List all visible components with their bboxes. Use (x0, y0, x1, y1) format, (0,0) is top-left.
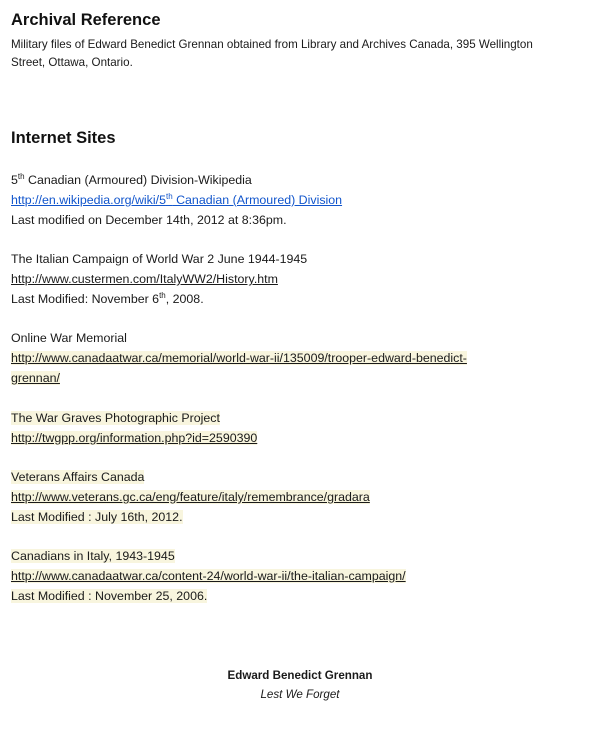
internet-entry-veterans-affairs (11, 467, 370, 527)
entry-link[interactable]: http://en.wikipedia.org/wiki/5th Canadian (Armoured) Division (11, 191, 343, 207)
internet-entry-wikipedia (11, 170, 342, 230)
entry-link[interactable]: http://twgpp.org/information.php?id=2590390 (11, 431, 258, 445)
entry-modified: Last Modified : November 25, 2006. (11, 589, 208, 603)
entry-title: Online War Memorial (11, 331, 127, 345)
archival-reference-heading: Archival Reference (11, 11, 161, 29)
internet-entry-war-graves (11, 408, 257, 448)
footer-name: Edward Benedict Grennan (227, 669, 373, 682)
entry-link-continued[interactable]: grennan/ (11, 371, 60, 385)
internet-sites-heading: Internet Sites (11, 129, 116, 147)
footer-motto: Lest We Forget (260, 688, 340, 701)
entry-title: The War Graves Photographic Project (11, 411, 220, 425)
archival-text-line-2: Street, Ottawa, Ontario. (11, 56, 133, 69)
internet-entry-canadians-in-italy (11, 546, 406, 606)
entry-modified: Last Modified: November 6th, 2008. (11, 290, 204, 306)
internet-entry-online-war-memorial (11, 328, 467, 388)
entry-link[interactable]: http://www.veterans.gc.ca/eng/feature/italy/remembrance/gradara (11, 490, 370, 504)
entry-modified: Last Modified : July 16th, 2012. (11, 510, 183, 524)
memorial-footer (11, 666, 589, 704)
archival-reference-text (11, 36, 571, 72)
archival-text-line-1: Military files of Edward Benedict Grennan obtained from Library and Archives Canada, 395 Wellington (11, 38, 533, 51)
entry-title: The Italian Campaign of World War 2 June 1944-1945 (11, 252, 308, 266)
entry-title: 5th Canadian (Armoured) Division-Wikipedia (11, 171, 252, 187)
entry-title: Veterans Affairs Canada (11, 470, 145, 484)
entry-modified: Last modified on December 14th, 2012 at 8:36pm. (11, 213, 287, 227)
entry-link[interactable]: http://www.canadaatwar.ca/content-24/world-war-ii/the-italian-campaign/ (11, 569, 406, 583)
internet-entry-custermen (11, 249, 307, 309)
entry-link[interactable]: http://www.canadaatwar.ca/memorial/world-war-ii/135009/trooper-edward-benedict- (11, 351, 467, 365)
entry-link[interactable]: http://www.custermen.com/ItalyWW2/History.htm (11, 272, 278, 286)
entry-title: Canadians in Italy, 1943-1945 (11, 549, 175, 563)
